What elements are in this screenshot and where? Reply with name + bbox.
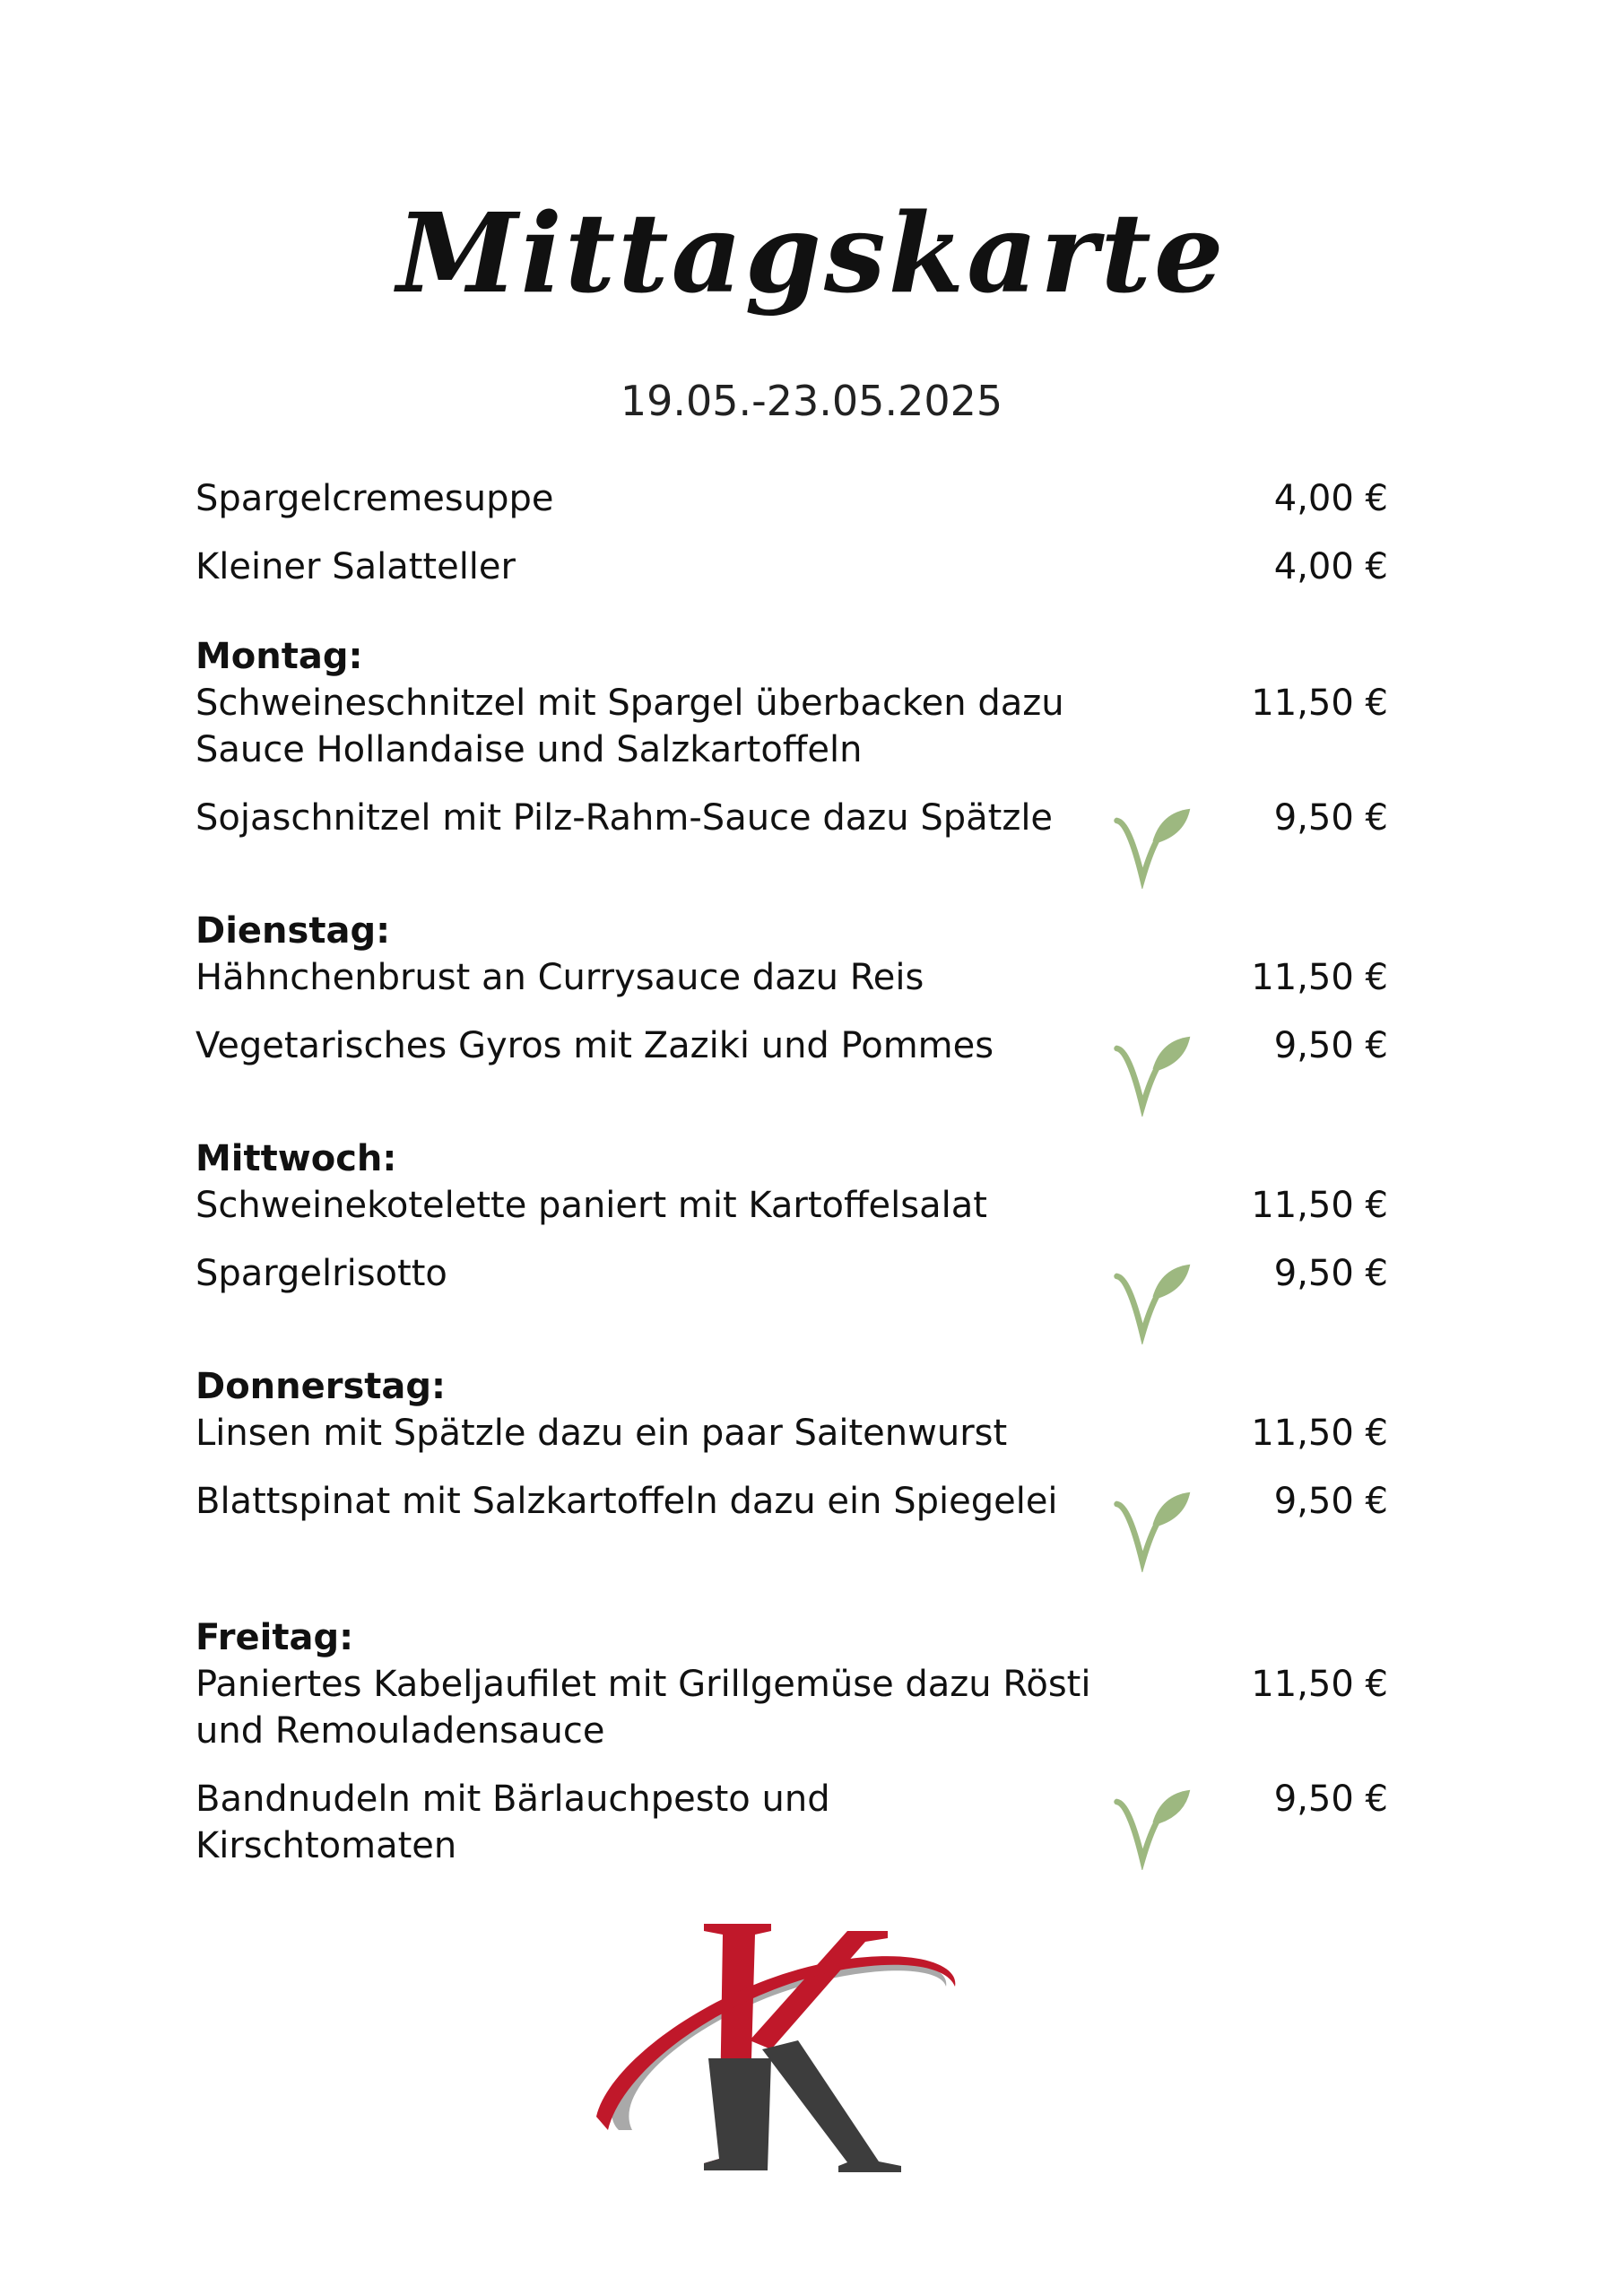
menu-item xyxy=(195,475,1388,522)
dish-price: 9,50 € xyxy=(1273,1779,1388,1820)
dish-name: Schweineschnitzel mit Spargel überbacken dazu Sauce Hollandaise und Salzkartoffeln xyxy=(195,683,1064,770)
menu-item xyxy=(195,1478,1388,1525)
dish-price: 11,50 € xyxy=(1251,1664,1388,1705)
dish-price: 9,50 € xyxy=(1273,1253,1388,1294)
menu-item xyxy=(195,1182,1388,1229)
dish-name: Blattspinat mit Salzkartoffeln dazu ein Spiegelei xyxy=(195,1481,1058,1522)
menu-item xyxy=(195,954,1388,1001)
menu-item xyxy=(195,795,1388,841)
menu-item xyxy=(195,1250,1388,1297)
dish-name: Sojaschnitzel mit Pilz-Rahm-Sauce dazu Spätzle xyxy=(195,797,1054,839)
day-heading: Freitag: xyxy=(195,1617,354,1658)
leaf-v-icon xyxy=(1110,1785,1195,1870)
dish-price: 4,00 € xyxy=(1273,546,1388,587)
dish-price: 11,50 € xyxy=(1251,957,1388,998)
dish-name: Bandnudeln mit Bärlauchpesto und Kirschtomaten xyxy=(195,1779,830,1866)
dish-name: Schweinekotelette paniert mit Kartoffelsalat xyxy=(195,1185,987,1226)
menu-item xyxy=(195,1776,1388,1869)
dish-price: 11,50 € xyxy=(1251,1185,1388,1226)
dish-price: 9,50 € xyxy=(1273,1481,1388,1522)
page-title: Mittagskarte xyxy=(396,188,1227,317)
dish-price: 9,50 € xyxy=(1273,1025,1388,1066)
dish-name: Hähnchenbrust an Currysauce dazu Reis xyxy=(195,957,924,998)
dish-price: 4,00 € xyxy=(1273,478,1388,519)
menu-list xyxy=(195,475,1388,1869)
dish-name: Vegetarisches Gyros mit Zaziki und Pommes xyxy=(195,1025,994,1066)
menu-item xyxy=(195,1410,1388,1457)
dish-name: Spargelrisotto xyxy=(195,1253,447,1294)
dish-price: 9,50 € xyxy=(1273,797,1388,839)
leaf-v-icon xyxy=(1110,1487,1195,1572)
day-heading: Montag: xyxy=(195,636,363,677)
menu-item xyxy=(195,1661,1388,1754)
menu-item xyxy=(195,544,1388,590)
dish-price: 11,50 € xyxy=(1251,1413,1388,1454)
day-heading: Donnerstag: xyxy=(195,1366,447,1407)
dish-name: Paniertes Kabeljaufilet mit Grillgemüse dazu Rösti und Remouladensauce xyxy=(195,1664,1091,1752)
dish-name: Kleiner Salatteller xyxy=(195,546,516,587)
dish-price: 11,50 € xyxy=(1251,683,1388,724)
dish-name: Linsen mit Spätzle dazu ein paar Saitenwurst xyxy=(195,1413,1008,1454)
dish-name: Spargelcremesuppe xyxy=(195,478,554,519)
day-heading: Mittwoch: xyxy=(195,1138,397,1179)
date-range: 19.05.-23.05.2025 xyxy=(620,377,1003,425)
leaf-v-icon xyxy=(1110,1259,1195,1344)
leaf-v-icon xyxy=(1110,804,1195,889)
menu-item xyxy=(195,680,1388,773)
menu-item xyxy=(195,1022,1388,1069)
day-heading: Dienstag: xyxy=(195,910,391,952)
leaf-v-icon xyxy=(1110,1031,1195,1117)
k-logo xyxy=(592,1915,977,2179)
